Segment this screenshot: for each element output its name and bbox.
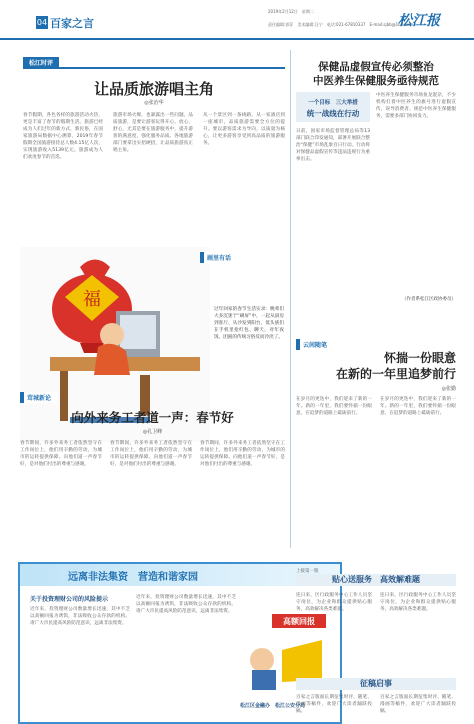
article1-author: ◎张治华 [144, 100, 164, 106]
article2-author: ◎孔卫峰 [142, 429, 163, 435]
article2-col1: 春节期间，许多外来务工者依然坚守在工作岗位上，他们用辛勤的劳动，为城市的运转提供保障。向他们道一声春节好，是对他们付出的尊重与感谢。 [20, 441, 102, 467]
section-name: 百家之言 [50, 17, 94, 30]
essay-title-line2: 在新的一年里追梦前行 [335, 367, 456, 381]
editor-info: 责任编辑:郭菲 美术编辑:汪宁 电话:021-67810337 E-mail:sjbb@163.com [268, 22, 414, 27]
essay-body-col2: 在岁月的更迭中，我们迎来了新的一年。新的一年里，我们要怀揣一份眼意，在追梦的道路上砥砺前行。 [380, 397, 456, 416]
subtitle-main: 统一战线在行动 [306, 109, 360, 118]
essay-author: ◎张勤 [441, 386, 456, 392]
right-article-note: （作者系松江区政协委员） [402, 297, 456, 302]
ad-body-col2: 近年来，投资理财公司数量增长迅速，其中不乏以高额回报为诱饵，非法吸收公众存款的机构。请广大市民提高风险防范意识，远离非法集资。 [136, 595, 236, 614]
newspaper-logo: 松江报 [398, 13, 440, 29]
right-article-body2: 中医养生保健服务市场鱼龙混杂，不少机构打着中医养生的旗号进行虚假宣传，误导消费者。规范中医养生保健服务，需要多部门协同发力。 [376, 93, 456, 119]
essay-title [296, 350, 456, 382]
fu-character: 福 [83, 289, 101, 310]
notice2-body-col1: 百家之言版面长期征集时评、随笔、漫画等稿件，欢迎广大读者踊跃投稿。 [296, 695, 372, 714]
stamp-text: 高额回报 [283, 617, 315, 626]
right-title-line2: 中医养生保健服务亟待规范 [313, 75, 439, 87]
ad-banner-text: 远离非法集资 营造和谐家园 [68, 572, 198, 583]
article1-title: 让品质旅游唱主角 [93, 80, 214, 98]
essay-tag: 云间随笔 [296, 339, 333, 350]
notice1-label: 上接第一版 [296, 569, 319, 574]
column-divider [290, 50, 291, 548]
essay-body-col1: 在岁月的更迭中，我们迎来了新的一年。新的一年里，我们要怀揣一份眼意，在追梦的道路上砥砺前行。 [296, 397, 372, 416]
column-rule [23, 67, 285, 69]
person-icon [250, 648, 274, 672]
article2-col3: 春节期间，许多外来务工者依然坚守在工作岗位上，他们用辛勤的劳动，为城市的运转提供保障。向他们道一声春节好，是对他们付出的尊重与感谢。 [200, 441, 285, 467]
notice1-title: 贴心送服务 高效解难题 [332, 575, 420, 584]
right-article-title [296, 60, 456, 88]
essay-title-line1: 怀揣一份眼意 [383, 351, 456, 365]
subtitle-box [296, 92, 370, 122]
ad-box [18, 562, 342, 724]
person-icon [100, 323, 124, 347]
article2-tag: 茸城新论 [20, 392, 57, 403]
comic-tag: 画里有话 [200, 252, 237, 263]
article2-col2: 春节期间，许多外来务工者依然坚守在工作岗位上，他们用辛勤的劳动，为城市的运转提供保障。向他们道一声春节好，是对他们付出的尊重与感谢。 [110, 441, 192, 467]
article1-col3: 从一个景区到一条线路，从一家酒店到一座城市，品质旅游需要全方位的提升。要以游客需求为导向，以质量为核心，让更多游客享受到高品质的旅游服务。 [203, 113, 285, 146]
ad-subtitle: 关于投资理财公司的风险提示 [30, 596, 109, 603]
right-article-body1: 日前，国家市场监督管理总局等13部门联合印发通知，部署开展联合整治“保健”市场乱象百日行动。行动将对保健品虚假宣传等违法违规行为重拳出击。 [296, 129, 370, 162]
notice1-body-col1: 连日来，区行政服务中心工作人员坚守岗位，为企业和群众提供贴心服务，高效解决各类难题。 [296, 593, 372, 612]
column-tag: 松江时评 [23, 57, 59, 68]
issue-date: 2019年2月12日 星期二 [268, 9, 314, 14]
subtitle-small: 一个目标 三大举措 [308, 100, 358, 106]
ad-body-col1: 近年来，投资理财公司数量增长迅速，其中不乏以高额回报为诱饵，非法吸收公众存款的机构。请广大市民提高风险防范意识，远离非法集资。 [30, 607, 130, 626]
notice2-title-bar [296, 678, 456, 690]
notice2-title: 征稿启事 [360, 679, 392, 688]
page-number: 04 [36, 18, 48, 27]
notice2-body-col2: 百家之言版面长期征集时评、随笔、漫画等稿件，欢迎广大读者踊跃投稿。 [380, 695, 456, 714]
notice1-title-bar [296, 574, 456, 586]
notice1-body-col2: 连日来，区行政服务中心工作人员坚守岗位，为企业和群众提供贴心服务，高效解决各类难题。 [380, 593, 456, 612]
article1-col2: 旅游市场火爆，也暴露出一些问题。品质旅游，是要让游客玩得开心、放心、舒心，尤其是要在旅游服务中，提升游客的满意度，强化服务品质。各地旅游部门要拿出实招硬招，让品质旅游真正唱主角。 [113, 113, 193, 153]
comic-caption: 过年回家的春节生活实录：晚辈们大多沉迷于“刷屏”中，一起从厨房到客厅、从沙发到阳台，低头族们在手机里抢红包、聊天，对年夜饭、团圆的传统习俗反而冷淡了。 [214, 307, 284, 340]
article2-title: 向外来务工者道一声：春节好 [71, 410, 234, 425]
article1-col1: 春节假期，各色各样的旅游活动火热，更是丰富了春节的假期生活。旅游已经成为人们过年的新方式、新民俗，在国家旅游局数据中心测算，2019年春节假期全国旅游接待总人数4.15亿人次，实现旅游收入5139亿元。旅游成为人们欢度春节的首选。 [23, 113, 103, 160]
right-title-line1: 保健品虚假宣传必须整治 [318, 61, 434, 73]
ad-banner [20, 564, 340, 586]
ad-footer: 松江区金融办 松江公安分局 [240, 703, 306, 709]
